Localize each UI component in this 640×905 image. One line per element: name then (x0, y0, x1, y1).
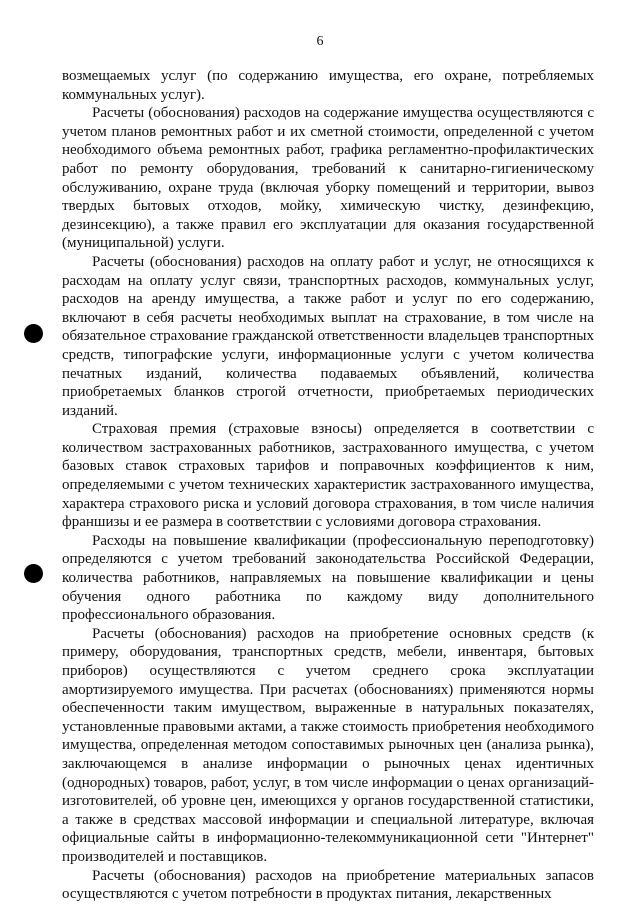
paragraph-material-stocks: Расчеты (обоснования) расходов на приобретение материальных запасов осуществляются с учетом потребности в продуктах питания, лекарственных (62, 867, 594, 903)
paragraph-fixed-assets: Расчеты (обоснования) расходов на приобретение основных средств (к примеру, оборудования, транспортных средств, мебели, инвентаря, бытовых приборов) осуществляются с учетом среднего срока эксплуатации амортизируемого имущества. При расчетах (обоснованиях) применяются нормы обеспеченности таким имуществом, выраженные в натуральных показателях, установленные правовыми актами, а также стоимость приобретения необходимого имущества, определенная методом сопоставимых рыночных цен (анализа рынка), заключающемся в анализе информации о рыночных ценах идентичных (однородных) товаров, работ, услуг, в том числе информации о ценах организаций-изготовителей, об уровне цен, имеющихся у органов государственной статистики, а также в средствах массовой информации и специальной литературе, включая официальные сайты в информационно-телекоммуникационной сети "Интернет" производителей и поставщиков. (62, 625, 594, 865)
punch-hole-mark (24, 324, 43, 343)
paragraph-works-services: Расчеты (обоснования) расходов на оплату работ и услуг, не относящихся к расходам на оплату услуг связи, транспортных расходов, коммунальных услуг, расходов на аренду имущества, а также работ и услуг по его содержанию, включают в себя расчеты необходимых выплат на страхование, в том числе на обязательное страхование гражданской ответственности владельцев транспортных средств, типографские услуги, информационные услуги с учетом количества печатных изданий, количества подаваемых объявлений, количества приобретаемых бланков строгой отчетности, приобретаемых периодических изданий. (62, 253, 594, 419)
paragraph-continuation: возмещаемых услуг (по содержанию имущества, его охране, потребляемых коммунальных услуг). (62, 68, 594, 103)
page-number: 6 (316, 34, 324, 49)
paragraph-maintenance-costs: Расчеты (обоснования) расходов на содержание имущества осуществляются с учетом планов ремонтных работ и их сметной стоимости, определенной с учетом необходимого объема ремонтных работ, графика регламентно-профилактических работ по ремонту оборудования, требований к санитарно-гигиеническому обслуживанию, охране труда (включая уборку помещений и территории, вывоз твердых бытовых отходов, мойку, химическую чистку, дезинфекцию, дезинсекцию), а также правил его эксплуатации для оказания государственной (муниципальной) услуги. (62, 105, 594, 252)
paragraph-insurance-premium: Страховая премия (страховые взносы) определяется в соответствии с количеством застрахованных работников, застрахованного имущества, с учетом базовых ставок страховых тарифов и поправочных коэффициентов к ним, определяемыми с учетом технических характеристик застрахованного имущества, характера страхового риска и условий договора страхования, в том числе наличия франшизы и ее размера в соответствии с условиями договора страхования. (62, 421, 594, 531)
document-body (62, 67, 594, 904)
paragraph-qualification: Расходы на повышение квалификации (профессиональную переподготовку) определяются с учетом требований законодательства Российской Федерации, количества работников, направляемых на повышение квалификации и цены обучения одного работника по каждому виду дополнительного профессионального образования. (62, 532, 594, 624)
punch-hole-mark (24, 564, 43, 583)
